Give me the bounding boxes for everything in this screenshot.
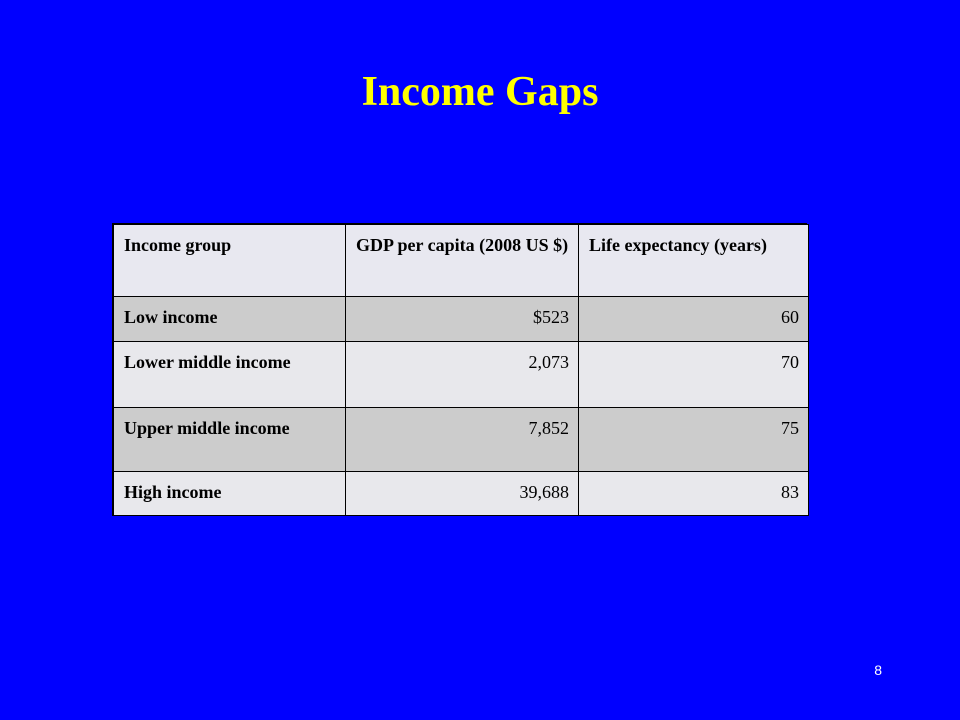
income-group-cell: High income <box>114 472 346 516</box>
income-group-cell: Low income <box>114 297 346 342</box>
life-expectancy-cell: 83 <box>579 472 809 516</box>
gdp-cell: 2,073 <box>346 342 579 408</box>
slide-title: Income Gaps <box>361 69 599 115</box>
gdp-cell: 7,852 <box>346 408 579 472</box>
table-header-row <box>114 225 809 297</box>
gdp-cell: $523 <box>346 297 579 342</box>
life-expectancy-cell: 60 <box>579 297 809 342</box>
life-expectancy-cell: 75 <box>579 408 809 472</box>
header-income-group: Income group <box>114 225 346 297</box>
table-row <box>114 342 809 408</box>
income-group-cell: Upper middle income <box>114 408 346 472</box>
table-row <box>114 297 809 342</box>
income-table <box>112 223 807 516</box>
table-row <box>114 472 809 516</box>
header-life-expectancy: Life expectancy (years) <box>579 225 809 297</box>
life-expectancy-cell: 70 <box>579 342 809 408</box>
page-number: 8 <box>874 662 882 678</box>
header-gdp-per-capita: GDP per capita (2008 US $) <box>346 225 579 297</box>
gdp-cell: 39,688 <box>346 472 579 516</box>
income-group-cell: Lower middle income <box>114 342 346 408</box>
table-row <box>114 408 809 472</box>
